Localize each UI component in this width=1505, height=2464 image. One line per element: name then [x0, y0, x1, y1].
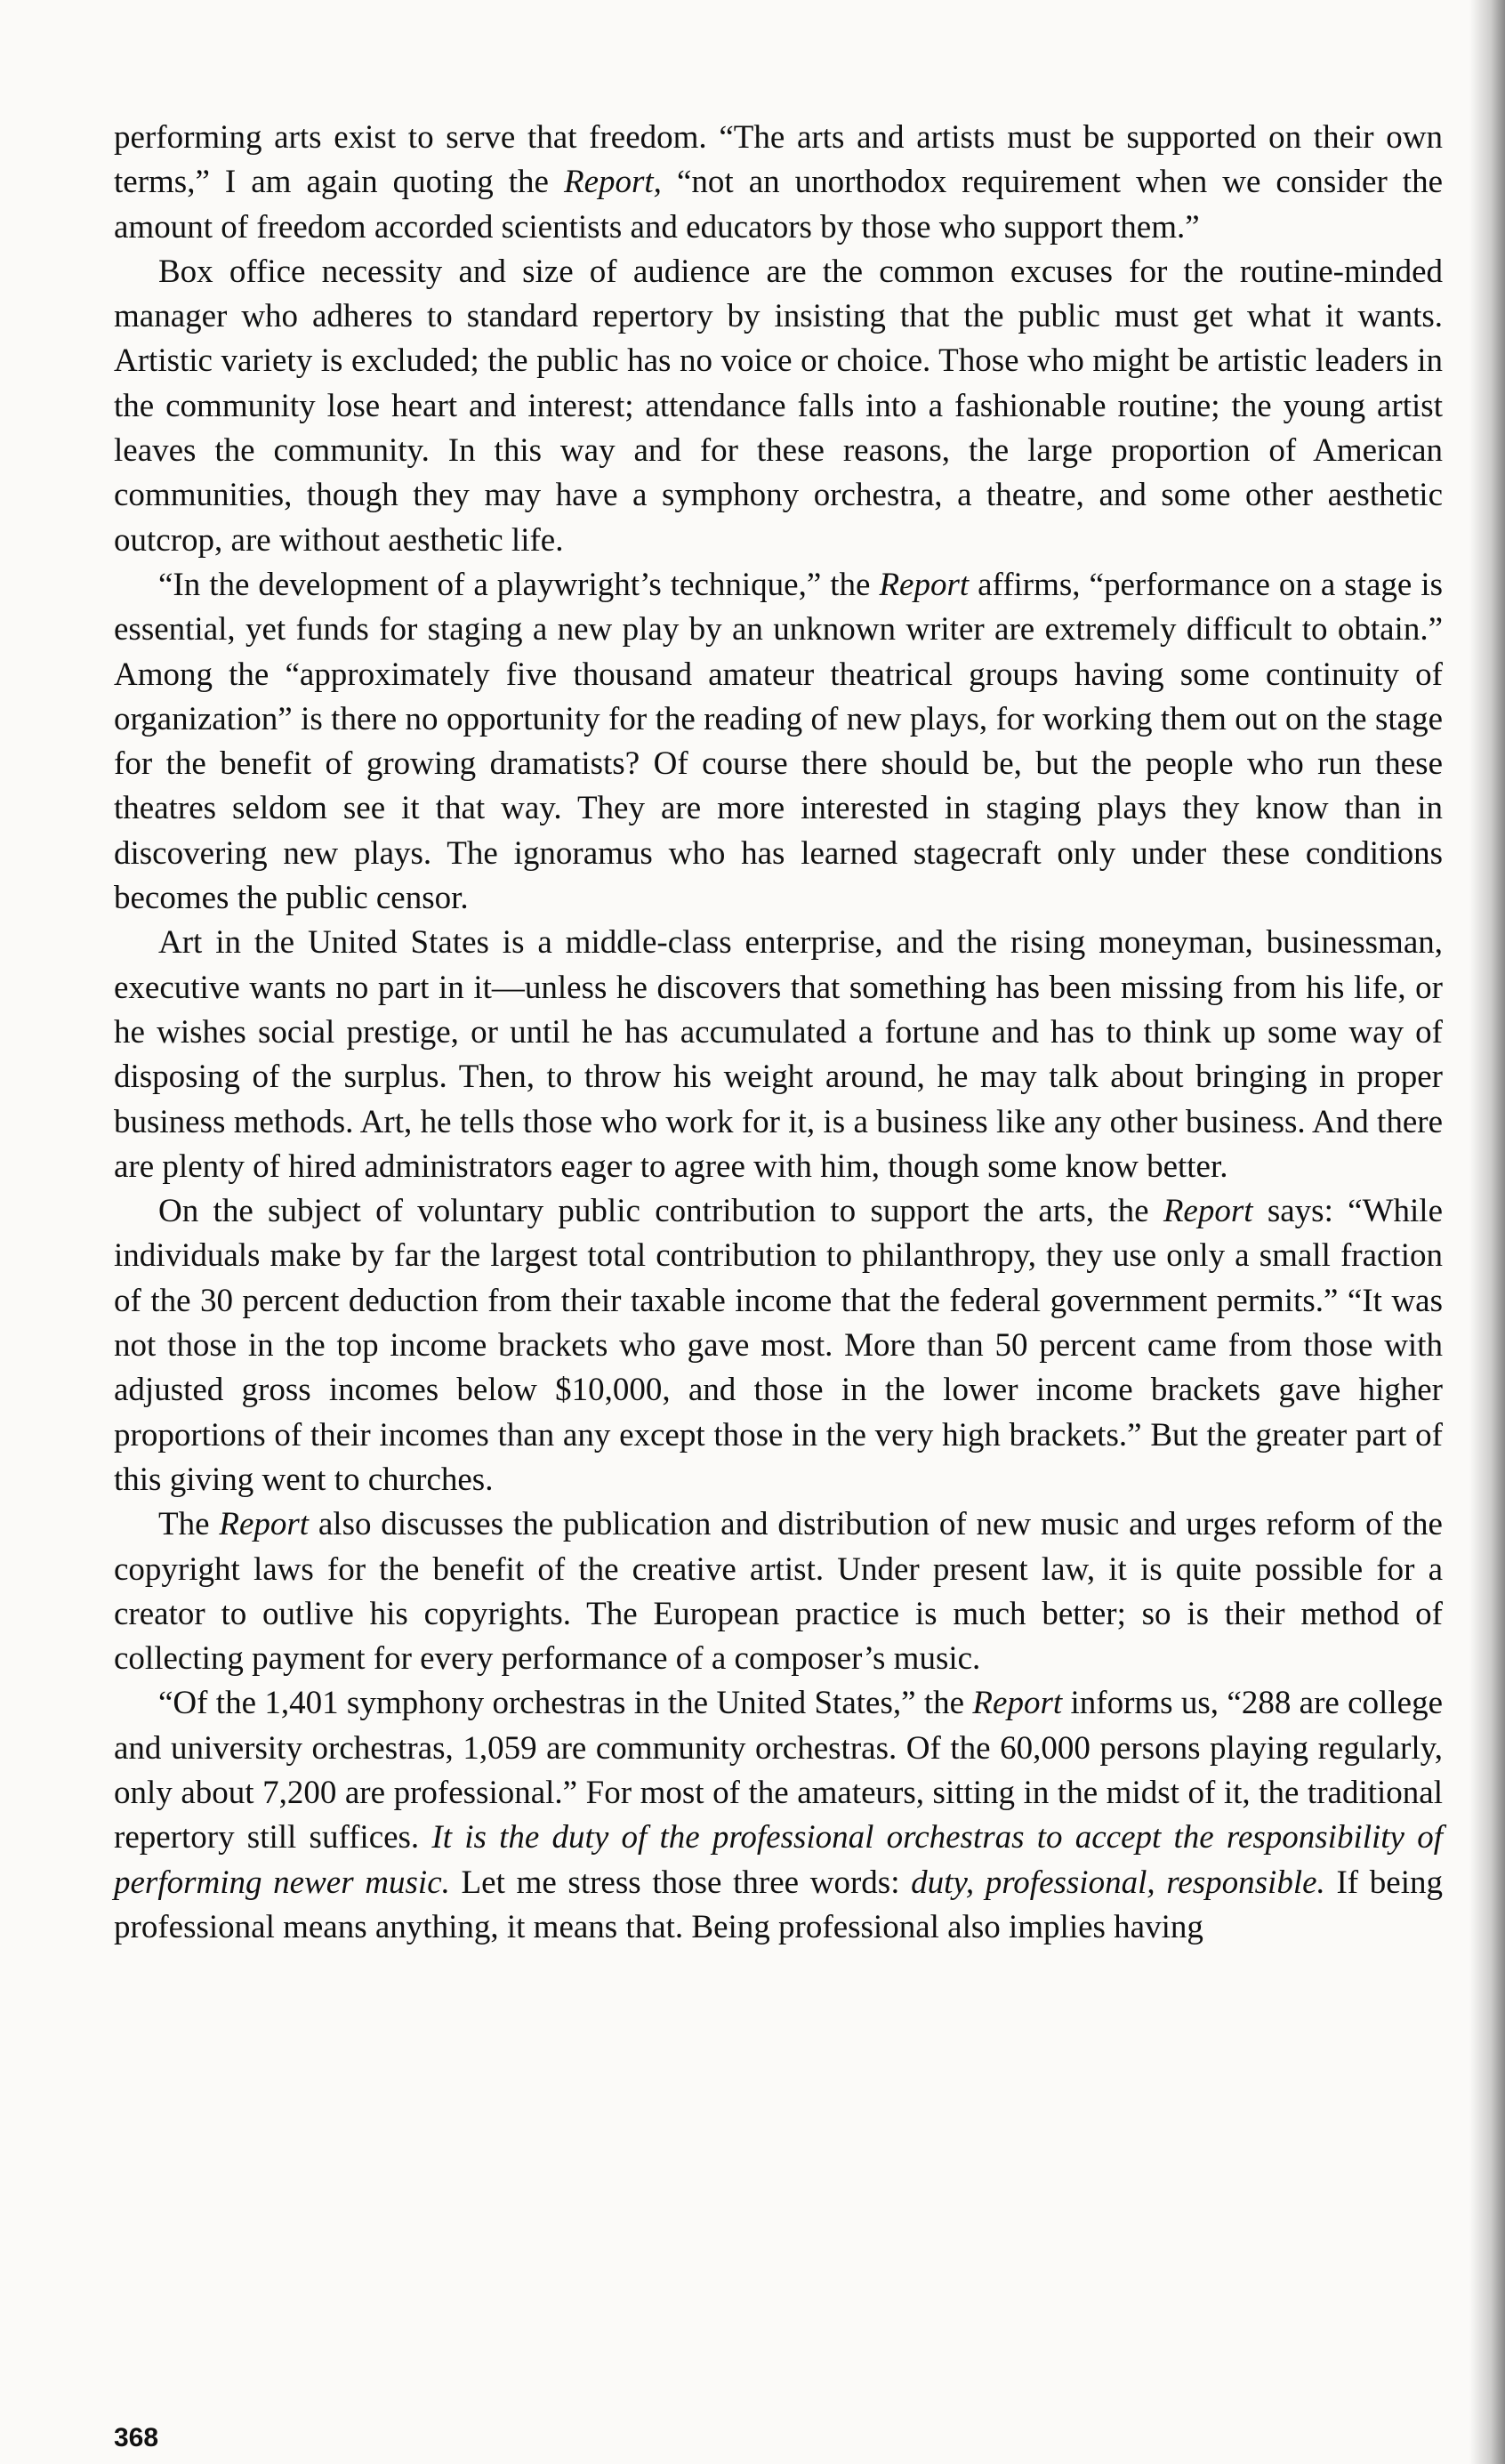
text-run: informs us, “288 are college and university orchestras, 1,059 are community orchestras. Of the 60,000 persons playing regularly, only about 7,200 are professional.” For most of the amateurs, sitting in the midst of it, the traditional repertory still suffices.	[114, 1685, 1443, 1856]
paragraph-3	[114, 563, 1443, 921]
italic-text-run: Report	[879, 566, 970, 603]
paragraph-1	[114, 116, 1443, 250]
text-run: Art in the United States is a middle-class enterprise, and the rising moneyman, businessman, executive wants no part in it—unless he discovers that something has been missing from his life, or he wishes social prestige, or until he has accumulated a fortune and has to think up some way of disposing of the surplus. Then, to throw his weight around, he may talk about bringing in proper business methods. Art, he tells those who work for it, is a business like any other business. And there are plenty of hired administrators eager to agree with him, though some know better.	[114, 924, 1443, 1185]
italic-text-run: Report	[972, 1685, 1063, 1722]
text-run: The	[158, 1506, 220, 1543]
italic-text-run: Report	[1163, 1193, 1253, 1230]
text-run: On the subject of voluntary public contribution to support the arts, the	[158, 1193, 1163, 1230]
paragraph-4	[114, 921, 1443, 1189]
text-run: “In the development of a playwright’s technique,” the	[158, 566, 880, 603]
italic-text-run: duty, professional, responsible.	[911, 1864, 1325, 1901]
paragraph-2	[114, 250, 1443, 563]
text-run: “Of the 1,401 symphony orchestras in the United States,” the	[158, 1685, 973, 1722]
paragraph-5	[114, 1189, 1443, 1502]
body-text	[114, 116, 1443, 1950]
text-run: “not an unorthodox requirement when we consider the amount of freedom accorded scientists and educators by those who support them.”	[114, 164, 1443, 246]
paragraph-6	[114, 1502, 1443, 1681]
paragraph-7	[114, 1681, 1443, 1950]
text-run: Box office necessity and size of audience are the common excuses for the routine-minded manager who adheres to standard repertory by insisting that the public must get what it wants. Artistic variety is excluded; the public has no voice or choice. Those who might be artistic leaders in the community lose heart and interest; attendance falls into a fashionable routine; the young artist leaves the community. In this way and for these reasons, the large proportion of American communities, though they may have a symphony orchestra, a theatre, and some other aesthetic outcrop, are without aesthetic life.	[114, 253, 1443, 559]
text-run: also discusses the publication and distribution of new music and urges reform of the copyright laws for the benefit of the creative artist. Under present law, it is quite possible for a creator to outlive his copyrights. The European practice is much better; so is their method of collecting payment for every performance of a composer’s music.	[114, 1506, 1443, 1678]
page-edge-shadow	[1469, 0, 1505, 2464]
text-run: If being professional means anything, it means that. Being professional also implies having	[114, 1864, 1443, 1945]
text-run: Let me stress those three words:	[449, 1864, 912, 1901]
italic-text-run: Report	[219, 1506, 310, 1543]
text-run: affirms, “performance on a stage is essential, yet funds for staging a new play by an unknown writer are extremely difficult to obtain.” Among the “approximately five thousand amateur theatrical groups having some continuity of organization” is there no opportunity for the reading of new plays, for working them out on the stage for the benefit of growing dramatists? Of course there should be, but the people who run these theatres seldom see it that way. They are more interested in staging plays they know than in discovering new plays. The ignoramus who has learned stagecraft only under these conditions becomes the public censor.	[114, 566, 1444, 917]
italic-text-run: Report,	[563, 164, 662, 201]
text-run: performing arts exist to serve that freedom. “The arts and artists must be supported on their own terms,” I am again quoting the	[114, 119, 1443, 201]
page-number: 368	[114, 2423, 159, 2452]
italic-text-run: It is the duty of the professional orchestras to accept the responsibility of performing newer music.	[114, 1819, 1443, 1901]
text-run: says: “While individuals make by far the largest total contribution to philanthropy, they use only a small fraction of the 30 percent deduction from their taxable income that the federal government permits.” “It was not those in the top income brackets who gave most. More than 50 percent came from those with adjusted gross incomes below $10,000, and those in the lower income brackets gave higher proportions of their incomes than any except those in the very high brackets.” But the greater part of this giving went to churches.	[114, 1193, 1443, 1498]
